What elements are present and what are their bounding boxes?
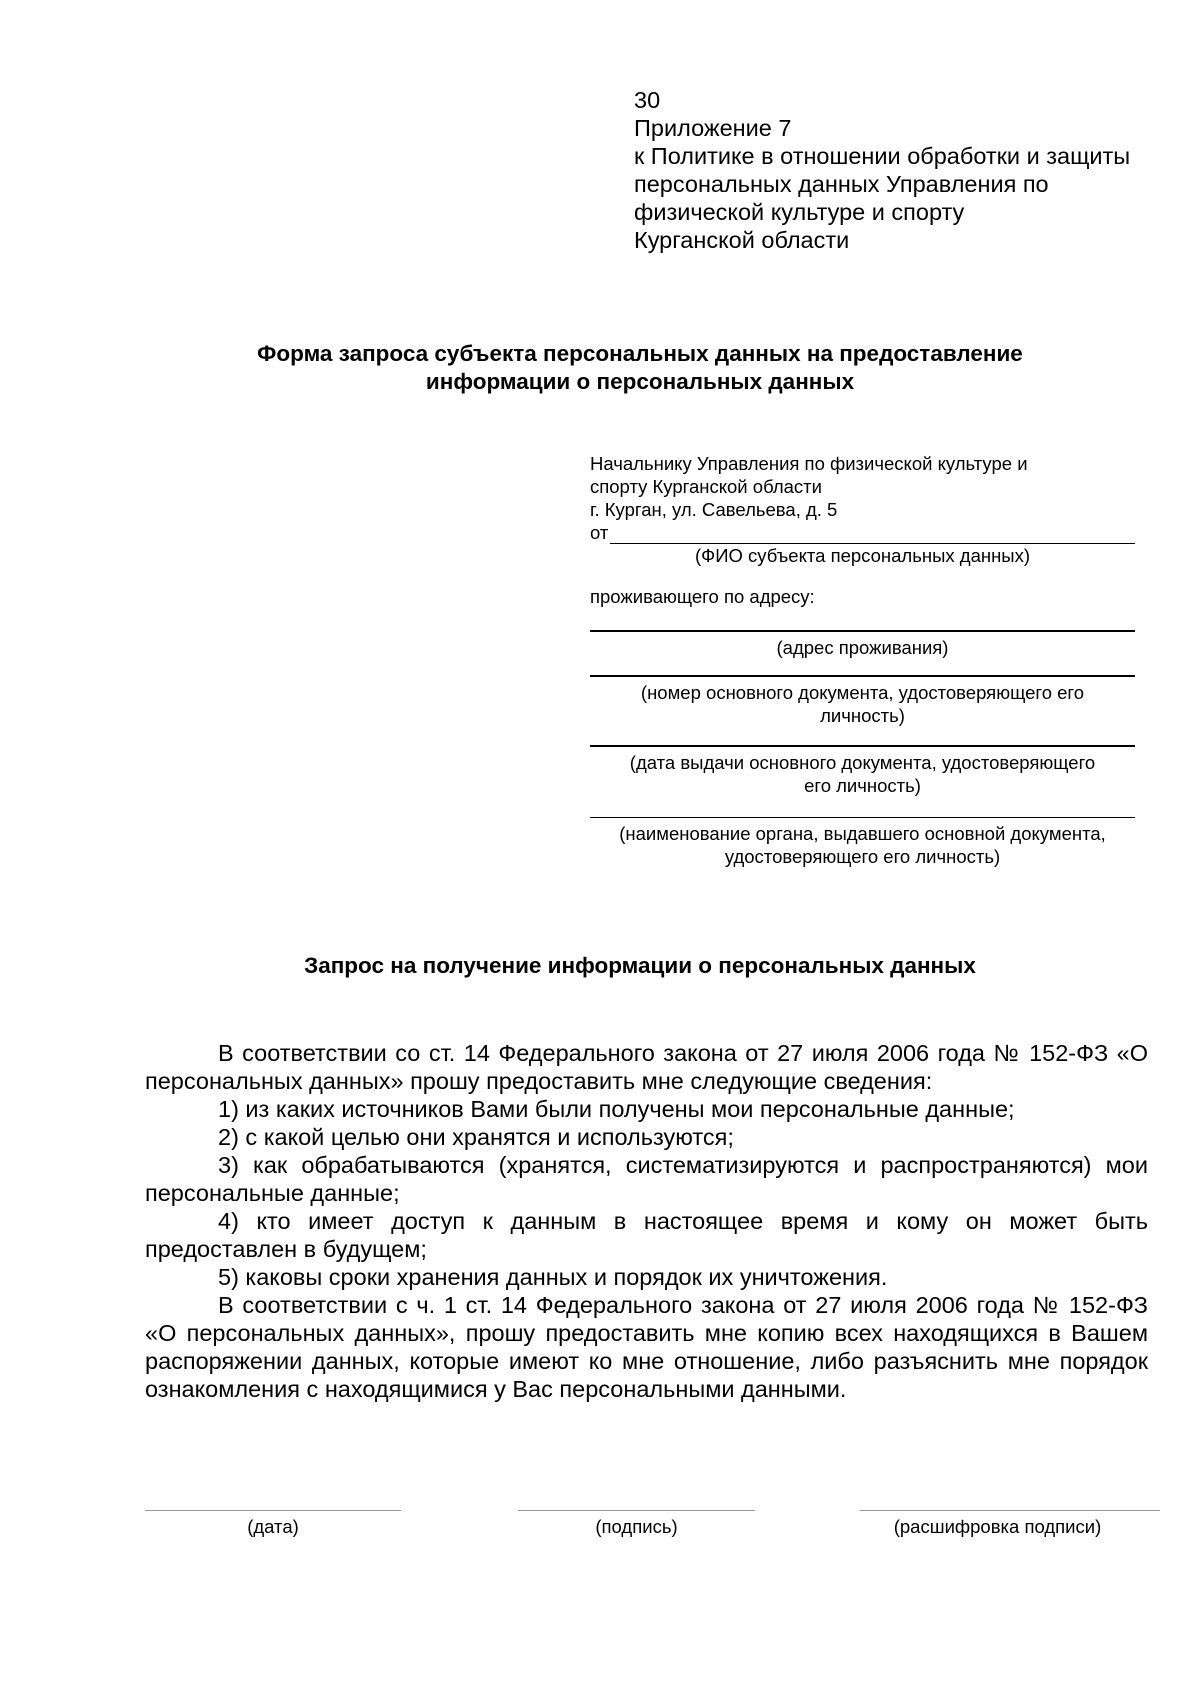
signature-caption: (подпись) — [595, 1516, 678, 1537]
from-field — [590, 521, 1135, 544]
body-list-item: 2) с какой целью они хранятся и используются; — [218, 1124, 734, 1150]
appendix-line: физической культуре и спорту — [634, 199, 965, 225]
form-title-line-2: информации о персональных данных — [425, 369, 855, 394]
addressee-line-2: спорту Курганской области — [590, 476, 822, 497]
signature-decoding-blank-line[interactable] — [860, 1510, 1160, 1511]
form-title — [140, 340, 1140, 396]
fio-caption: (ФИО субъекта персональных данных) — [695, 545, 1030, 566]
appendix-line: к Политике в отношении обработки и защиты — [634, 143, 1131, 169]
request-body — [145, 1039, 1148, 1403]
doc-date-caption-line-2: его личность) — [804, 775, 921, 796]
residing-label: проживающего по адресу: — [590, 586, 815, 607]
appendix-note — [634, 86, 1154, 254]
signature-decoding-caption: (расшифровка подписи) — [893, 1516, 1102, 1537]
doc-date-blank-line[interactable] — [590, 745, 1135, 747]
signature-blank-line[interactable] — [518, 1510, 755, 1511]
doc-number-caption-line-1: (номер основного документа, удостоверяющего его — [640, 682, 1085, 703]
issuer-caption-line-1: (наименование органа, выдавшего основной документа, — [619, 823, 1106, 844]
request-title: Запрос на получение информации о персональных данных — [304, 953, 976, 978]
address-caption: (адрес проживания) — [776, 637, 949, 658]
addressee-line-1: Начальнику Управления по физической культуре и — [590, 453, 1028, 474]
appendix-line: персональных данных Управления по — [634, 171, 1049, 197]
date-blank-line[interactable] — [145, 1510, 401, 1511]
body-list-item: 5) каковы сроки хранения данных и порядок их уничтожения. — [218, 1264, 888, 1290]
doc-number-caption — [590, 681, 1135, 727]
issuer-blank-line[interactable] — [590, 817, 1135, 818]
body-paragraph: В соответствии с ч. 1 ст. 14 Федерального закона от 27 июля 2006 года № 152-ФЗ «О персональных данных», прошу предоставить мне копию всех находящихся в Вашем распоряжении данных, которые имеют ко мне отношение, либо разъяснить мне порядок ознакомления с находящимися у Вас персональными данными. — [145, 1292, 1148, 1402]
body-list-item: 4) кто имеет доступ к данным в настоящее время и кому он может быть предоставлен в будущем; — [145, 1208, 1148, 1262]
doc-date-caption-line-1: (дата выдачи основного документа, удостоверяющего — [629, 752, 1096, 773]
doc-number-blank-line[interactable] — [590, 675, 1135, 677]
doc-number-caption-line-2: личность) — [820, 705, 905, 726]
fio-blank-line[interactable] — [610, 526, 1135, 544]
date-caption: (дата) — [247, 1516, 299, 1537]
form-title-line-1: Форма запроса субъекта персональных данных на предоставление — [257, 341, 1023, 366]
appendix-line: Курганской области — [634, 227, 850, 253]
body-paragraph: В соответствии со ст. 14 Федерального закона от 27 июля 2006 года № 152-ФЗ «О персональных данных» прошу предоставить мне следующие сведения: — [145, 1040, 1148, 1094]
addressee-line-3: г. Курган, ул. Савельева, д. 5 — [590, 499, 838, 520]
body-list-item: 3) как обрабатываются (хранятся, систематизируются и распространяются) мои персональные данные; — [145, 1152, 1148, 1206]
issuer-caption — [590, 822, 1135, 868]
from-label: от — [590, 522, 609, 543]
issuer-caption-line-2: удостоверяющего его личность) — [724, 846, 1001, 867]
addressee-block — [590, 452, 1135, 868]
address-blank-line[interactable] — [590, 630, 1135, 632]
appendix-title: Приложение 7 — [634, 115, 792, 141]
body-list-item: 1) из каких источников Вами были получены мои персональные данные; — [218, 1096, 1015, 1122]
page-number: 30 — [634, 87, 661, 113]
doc-date-caption — [590, 751, 1135, 797]
